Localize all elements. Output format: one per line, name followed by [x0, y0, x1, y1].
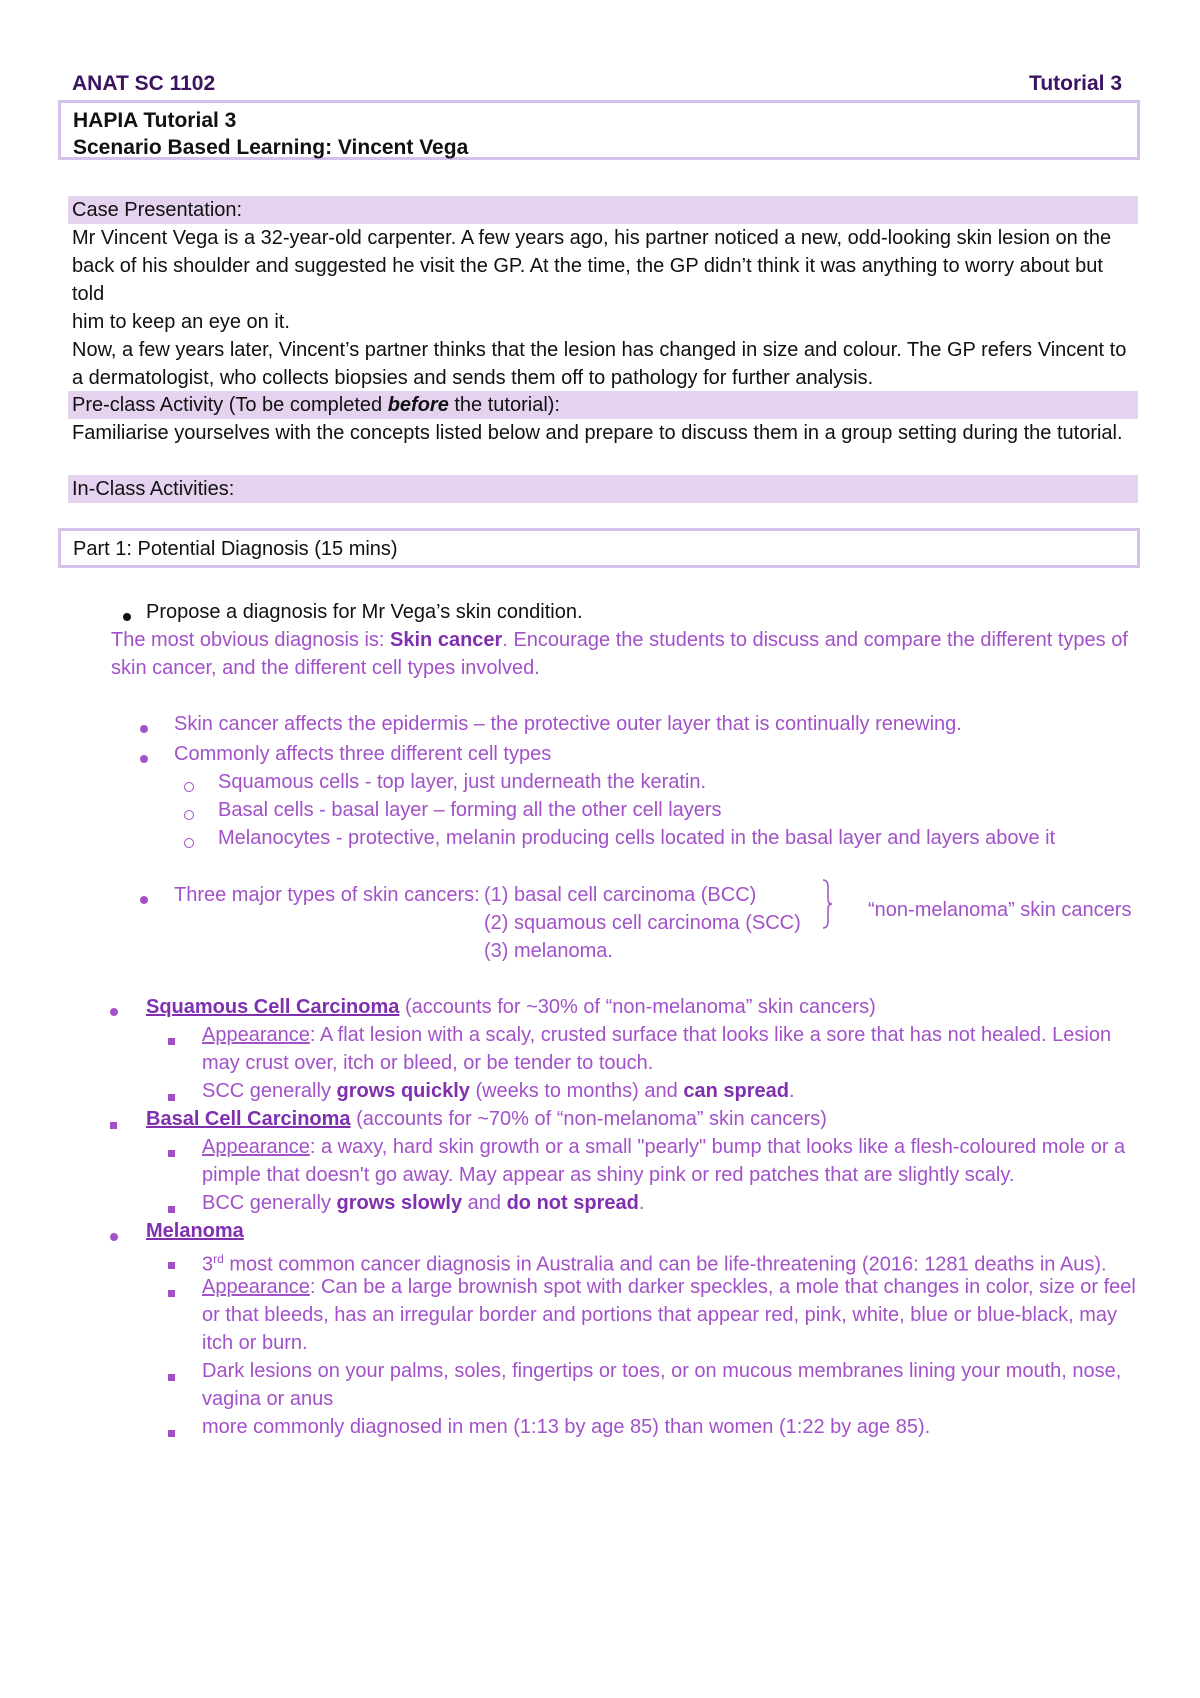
- bcc-growth: [202, 1189, 644, 1217]
- scc-appearance-line2: may crust over, itch or bleed, or be tender to touch.: [202, 1052, 654, 1074]
- preclass-heading-a: Pre-class Activity (To be completed: [72, 394, 388, 416]
- inclass-heading: In-Class Activities:: [68, 475, 1138, 503]
- running-header: [72, 72, 1128, 100]
- bcc-growth-a: BCC generally: [202, 1192, 337, 1214]
- bcc-appearance-text: : a waxy, hard skin growth or a small "pearly" bump that looks like a flesh-coloured mole or a: [309, 1136, 1126, 1158]
- title-line-1: HAPIA Tutorial 3: [73, 109, 237, 132]
- melanoma-dark-lesions-line2: vagina or anus: [202, 1388, 334, 1410]
- scc-growth-d: can spread: [683, 1080, 789, 1102]
- part1-answer-line1: [111, 626, 1128, 654]
- scc-growth-c: (weeks to months) and: [469, 1080, 684, 1102]
- part1-title: Part 1: Potential Diagnosis (15 mins): [58, 528, 1140, 568]
- scc-heading: [146, 993, 876, 1021]
- bullet-square: [168, 1368, 175, 1386]
- bullet-ring: [184, 779, 194, 797]
- bullet-epidermis: Skin cancer affects the epidermis – the protective outer layer that is continually renewing.: [174, 713, 962, 735]
- subbullet-melanocytes: Melanocytes - protective, melanin producing cells located in the basal layer and layers above it: [218, 827, 1056, 849]
- tutorial-label: Tutorial 3: [1029, 72, 1122, 95]
- case-text: [72, 224, 1138, 392]
- scc-title: Squamous Cell Carcinoma: [146, 996, 400, 1018]
- preclass-heading: [68, 391, 1138, 419]
- non-melanoma-label: “non-melanoma” skin cancers: [868, 899, 1132, 921]
- melanoma-stat-a: 3: [202, 1253, 214, 1276]
- bcc-note: (accounts for ~70% of “non-melanoma” skin cancers): [350, 1108, 827, 1130]
- part1-answer-line2: skin cancer, and the different cell types involved.: [111, 657, 540, 679]
- title-line-2: Scenario Based Learning: Vincent Vega: [73, 136, 469, 159]
- bcc-growth-d: do not spread: [506, 1192, 639, 1214]
- melanoma-title: Melanoma: [146, 1220, 244, 1242]
- bullet-dot: [140, 891, 148, 909]
- bullet-dot: [140, 720, 148, 738]
- course-code: ANAT SC 1102: [72, 72, 216, 95]
- melanoma-stat-b: most common cancer diagnosis in Australia and can be life-threatening (2016: 1281 deaths in Aus).: [223, 1253, 1107, 1276]
- bullet-dot: [110, 1228, 118, 1246]
- melanoma-heading: [146, 1217, 244, 1245]
- case-heading: Case Presentation:: [68, 196, 1138, 224]
- case-line: Now, a few years later, Vincent’s partner thinks that the lesion has changed in size and colour. The GP refers Vincent to: [72, 339, 1127, 361]
- bullet-square: [168, 1256, 175, 1274]
- bullet-three-types: Three major types of skin cancers:: [174, 884, 480, 906]
- melanoma-gender-stat: more commonly diagnosed in men (1:13 by age 85) than women (1:22 by age 85).: [202, 1416, 931, 1438]
- type-melanoma: (3) melanoma.: [484, 940, 613, 962]
- preclass-heading-c: the tutorial):: [448, 394, 560, 416]
- bullet-square: [168, 1032, 175, 1050]
- bcc-growth-b: grows slowly: [336, 1192, 463, 1214]
- part1-question: Propose a diagnosis for Mr Vega’s skin condition.: [146, 601, 583, 623]
- scc-growth-b: grows quickly: [336, 1080, 470, 1102]
- brace-icon: [822, 879, 832, 929]
- melanoma-stat-sup: rd: [213, 1252, 224, 1266]
- bullet-square: [168, 1424, 175, 1442]
- title-box: [58, 100, 1140, 160]
- scc-appearance-label: Appearance: [202, 1024, 310, 1046]
- bullet-square: [110, 1116, 117, 1134]
- bcc-growth-e: .: [638, 1192, 645, 1214]
- bcc-appearance-line2: pimple that doesn't go away. May appear as shiny pink or red patches that are slightly scaly.: [202, 1164, 1015, 1186]
- bullet-cell-types: Commonly affects three different cell types: [174, 743, 552, 765]
- melanoma-appearance-line3: itch or burn.: [202, 1332, 308, 1354]
- case-line: a dermatologist, who collects biopsies and sends them off to pathology for further analysis.: [72, 367, 874, 389]
- preclass-text: Familiarise yourselves with the concepts listed below and prepare to discuss them in a group setting during the tutorial.: [72, 422, 1123, 444]
- scc-growth-e: .: [788, 1080, 795, 1102]
- type-scc: (2) squamous cell carcinoma (SCC): [484, 912, 801, 934]
- scc-appearance-text: : A flat lesion with a scaly, crusted surface that looks like a sore that has not healed. Lesion: [309, 1024, 1112, 1046]
- answer-skin-cancer: Skin cancer: [390, 629, 503, 651]
- bullet-ring: [184, 835, 194, 853]
- case-line: back of his shoulder and suggested he visit the GP. At the time, the GP didn’t think it was anything to worry about but told: [72, 255, 1103, 305]
- bullet-square: [168, 1284, 175, 1302]
- case-line: him to keep an eye on it.: [72, 311, 290, 333]
- bullet-dot: [110, 1003, 118, 1021]
- bullet-dot: [140, 750, 148, 768]
- bullet-ring: [184, 807, 194, 825]
- subbullet-basal: Basal cells - basal layer – forming all the other cell layers: [218, 799, 722, 821]
- answer-c: . Encourage the students to discuss and compare the different types of: [502, 629, 1128, 651]
- scc-note: (accounts for ~30% of “non-melanoma” skin cancers): [399, 996, 876, 1018]
- bcc-title: Basal Cell Carcinoma: [146, 1108, 351, 1130]
- scc-appearance-line1: [202, 1021, 1111, 1049]
- bcc-growth-c: and: [462, 1192, 507, 1214]
- bullet-square: [168, 1200, 175, 1218]
- type-bcc: (1) basal cell carcinoma (BCC): [484, 884, 757, 906]
- melanoma-appearance-label: Appearance: [202, 1276, 310, 1298]
- bcc-appearance-label: Appearance: [202, 1136, 310, 1158]
- bullet-dot: [123, 608, 131, 626]
- bullet-square: [168, 1088, 175, 1106]
- bullet-square: [168, 1144, 175, 1162]
- bcc-appearance-line1: [202, 1133, 1125, 1161]
- subbullet-squamous: Squamous cells - top layer, just underneath the keratin.: [218, 771, 707, 793]
- bcc-heading: [146, 1105, 827, 1133]
- scc-growth: [202, 1077, 795, 1105]
- melanoma-dark-lesions-line1: Dark lesions on your palms, soles, fingertips or toes, or on mucous membranes lining your mouth, nose,: [202, 1360, 1122, 1382]
- preclass-heading-before: before: [387, 394, 449, 416]
- answer-a: The most obvious diagnosis is:: [111, 629, 391, 651]
- melanoma-appearance-line2: or that bleeds, has an irregular border and portions that appear red, pink, white, blue or blue-black, may: [202, 1304, 1117, 1326]
- melanoma-appearance-text: : Can be a large brownish spot with darker speckles, a mole that changes in color, size or feel: [309, 1276, 1136, 1298]
- case-line: Mr Vincent Vega is a 32-year-old carpenter. A few years ago, his partner noticed a new, odd-looking skin lesion on the: [72, 227, 1112, 249]
- scc-growth-a: SCC generally: [202, 1080, 337, 1102]
- melanoma-appearance-line1: [202, 1273, 1136, 1301]
